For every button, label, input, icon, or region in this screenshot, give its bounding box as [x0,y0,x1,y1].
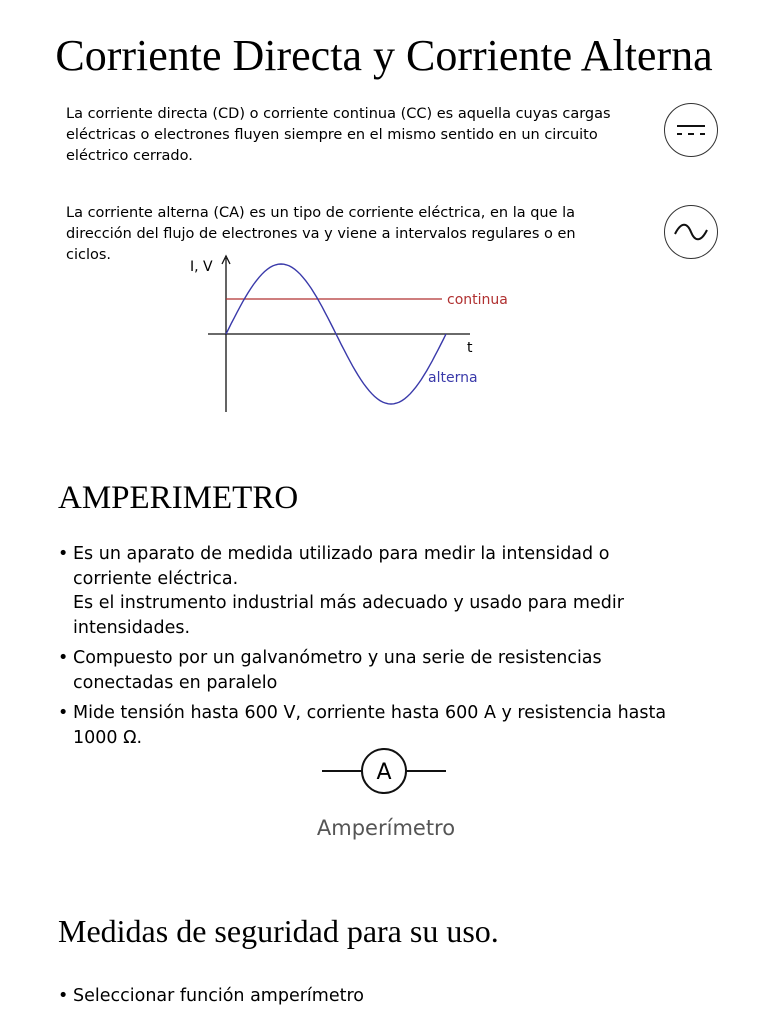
x-axis-label: t [467,340,473,356]
ammeter-caption: Amperímetro [316,816,456,840]
list-item: • Mide tensión hasta 600 V, corriente hasta 600 A y resistencia hasta 1000 Ω. [58,701,738,750]
list-item: • Es un aparato de medida utilizado para medir la intensidad o corriente eléctrica. Es el instrumento industrial más adecuado y usado para medir intensidades. [58,542,738,640]
current-waveform-chart [190,252,530,417]
ammeter-symbol-icon [322,742,446,800]
y-axis-label: I, V [190,259,213,275]
safety-bullet-list [58,984,738,1015]
series-label-alterna: alterna [428,370,478,386]
ac-definition-text: La corriente alterna (CA) es un tipo de corriente eléctrica, en la que la dirección del flujo de electrones va y viene a intervalos regulares o en ciclos. [66,205,576,263]
series-label-continua: continua [447,292,508,308]
list-item: • Compuesto por un galvanómetro y una serie de resistencias conectadas en paralelo [58,646,738,695]
dc-symbol-icon [664,103,718,157]
page-title: Corriente Directa y Corriente Alterna [55,31,713,80]
list-item: • Seleccionar función amperímetro [58,984,738,1009]
ammeter-heading: AMPERIMETRO [58,480,299,516]
ammeter-symbol-letter: A [376,760,392,785]
dc-symbol-graphic [665,104,717,156]
ac-symbol-graphic [665,206,717,258]
dc-definition-text: La corriente directa (CD) o corriente continua (CC) es aquella cuyas cargas eléctricas o electrones fluyen siempre en el mismo sentido en un circuito eléctrico cerrado. [66,106,611,164]
ac-sine-symbol-icon [664,205,718,259]
safety-heading: Medidas de seguridad para su uso. [58,913,499,949]
ammeter-bullet-list [58,542,738,756]
